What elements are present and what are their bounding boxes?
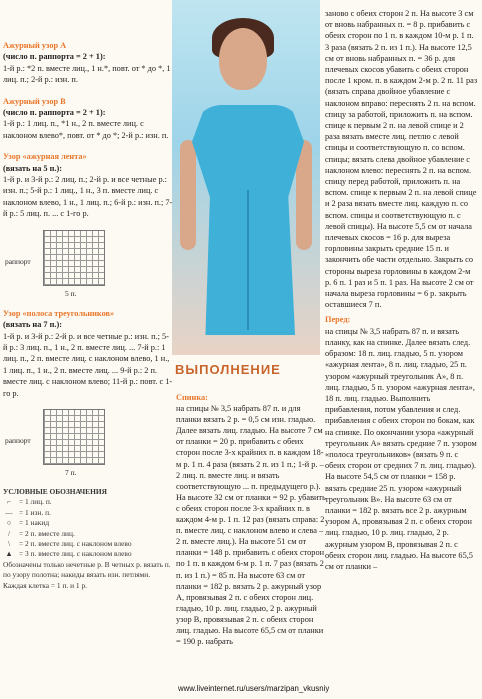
back-title: Спинка:: [176, 393, 208, 402]
source-url: www.liveinternet.ru/users/marzipan_vkusniy: [178, 684, 330, 693]
triangle-strip-chart: [3, 409, 173, 479]
lace-ribbon-text: 1-й р. и 3-й р.: 2 лиц. п.; 2-й р. и все четные р.: изн. п.; 5-й р.: 1 лиц., 1 н., 3 п. вместе лиц. с наклоном влево, 1 н., 1 лиц. п.; 6-й р.: изн. п.; 7-й р.: 5 лиц. п. ... с 1-го р.: [3, 175, 173, 219]
back-section: [176, 392, 326, 647]
chart-grid: [43, 230, 105, 286]
legend-text: = 2 п. вместе лиц. с наклоном влево: [19, 538, 132, 548]
pattern-b-subtitle: (число п. раппорта = 2 + 1):: [3, 108, 106, 118]
model-photo: [172, 0, 320, 355]
pattern-a-text: 1-й р.: *2 п. вместе лиц., 1 н.*, повт. от * до *, 1 лиц. п.; 2-й р.: изн. п.: [3, 63, 171, 85]
middle-column: [176, 392, 326, 651]
front-text: на спицы № 3,5 набрать 87 п. и вязать планку, как на спинке. Далее вязать след. образом: 18 п. лиц. гладью, 5 п. узором «ажурная лента», 8 п. лиц. гладью, 25 п. узором «ажурный треугольник А», 8 п. лиц. гладью, 5 п. узором «ажурная лента», 18 п. лиц. гладью. Выполнить прибавления, потом убавления и след. прибавления с обеих сторон по бокам, как на спинке. По окончании узора «ажурный треугольник А» вязать средние 7 п. узором «полоса треугольников» (вязать 9 п. с обеих сторон от средних 7 п. лиц. гладью). На высоте 54,5 см от планки = 158 р. вязать средние 25 п. узором «ажурный треугольник В». На высоте 63 см от планки = 182 р. вязать все 2 р. ажурным узором А, провязывая 2 п. с обеих сторон лиц. гладью, 10 р. лиц. гладью, 2 р. ажурным узором В, провязывая 2 п. с обеих сторон лиц. гладью. На высоте 65,5 см от планки –: [325, 326, 477, 571]
legend-text: = 3 п. вместе лиц. с наклоном влево: [19, 549, 132, 559]
legend-item: [3, 549, 173, 559]
pattern-a-title: Ажурный узор А: [3, 41, 67, 50]
knit-stitch-icon: ⌐: [6, 497, 12, 507]
right-column: [325, 8, 478, 576]
lace-ribbon-subtitle: (вязать на 5 п.):: [3, 163, 63, 173]
legend-note: Обозначены только нечетные р. В четных р. вязать п. по узору полотна; накиды вязать изн. петлями. Каждая клетка = 1 п. и 1 р.: [3, 559, 171, 590]
k2tog-icon: /: [7, 528, 11, 538]
pattern-b-title: Ажурный узор В: [3, 96, 66, 106]
legend-item: [3, 539, 173, 549]
legend-item: [3, 497, 173, 507]
k3tog-icon: ▲: [5, 549, 13, 559]
chart-width-label: 7 п.: [65, 467, 77, 477]
legend: [3, 487, 173, 591]
legend-item: [3, 529, 173, 539]
legend-title: УСЛОВНЫЕ ОБОЗНАЧЕНИЯ: [3, 486, 107, 496]
section-heading: ВЫПОЛНЕНИЕ: [175, 362, 281, 377]
lace-ribbon-block: [3, 151, 173, 219]
back-continued-text: заново с обеих сторон 2 п. На высоте 3 см от вновь набранных п. = 8 р. прибавить с обеих сторон по 1 п. в каждом 10-м р. 1 п. 3 раза (вязать 2 п. из 1 п.). На высоте 12,5 см от вновь набранных п. = 36 р. для плечевых скосов убавить с обеих сторон после 1 кром. п. в каждом 2-м р. 2 п. 11 раз (вязать справа двойное убавление с наклоном вправо: переснять 2 п. на вспом. спицу за работой, приложить п. на вспом. спице к первым 2 п. на левой спице и 2 раза вязать вместе лиц. петлю с левой спицы и соответствующую п. со вспом. спицы; вязать слева двойное убавление с наклоном влево: переснять 2 п. на вспом. спицу перед работой, приложить п. на вспом. спице к первым 2 п. на левой спице и 2 раза вязать вместе лиц. каждую п. со вспом. спицы и соответствующую п. с левой спицы). На высоте 5,5 см от начала плечевых скосов = 16 р. для выреза горловины закрыть средние 15 п. и закончить обе части отдельно. Закрыть со стороны выреза горловины в каждом 2-м р. 6 п. 1 раз и 5 п. 1 раз. На высоте 2 см от начала выреза горловины = 6 р. закрыть оставшиеся 7 п.: [325, 9, 478, 310]
pattern-a-block: [3, 40, 173, 86]
lace-ribbon-title: Узор «ажурная лента»: [3, 152, 87, 162]
triangle-strip-block: [3, 308, 173, 399]
back-text: на спицы № 3,5 набрать 87 п. и для планки вязать 2 р. = 0,5 см изн. гладью. Далее вязать лиц. гладью. На высоте 7 см от планки = 20 р. прибавить с обеих сторон после 3-х крайних п. в каждом 18-м р. 1 п. 4 раза (вязать 2 п. из 1 п.; 1-й р. – 2 лиц. п. вместе лиц. и вязать соответствующую ... п. предыдущего р.). На высоте 32 см от планки = 92 р. убавить с обеих сторон после 3-х крайних п. в каждом 4-м р. 1 п. 12 раз (вязать справа: 2 п. вместе лиц. с наклоном влево и слева – 2 п. вместе лиц.). На высоте 51 см от планки = 148 р. прибавить с обеих сторон по 1 п. в каждом 6-м р. 1 п. 7 раз (вязать 2 п. из 1 п.) = 85 п. На высоте 63 см от планки = 182 р. вязать 2 р. ажурный узор А, провязывая 2 п. с обеих сторон лиц. гладью, 10 р. лиц. гладью, 2 р. ажурный узор В, провязывая 2 п. с обеих сторон лиц. гладью. На высоте 65,5 см от планки = 190 р. набрать: [176, 404, 326, 647]
front-title: Перед:: [325, 315, 351, 325]
chart-width-label: 5 п.: [65, 288, 77, 298]
chart-grid: [43, 409, 105, 465]
legend-text: = 1 лиц. п.: [19, 497, 52, 507]
yarn-over-icon: ○: [6, 518, 12, 528]
dress-lace-panel: [247, 190, 249, 330]
chart-repeat-label: раппорт: [5, 435, 31, 445]
triangle-strip-title: Узор «полоса треугольников»: [3, 308, 115, 318]
pattern-a-subtitle: (число п. раппорта = 2 + 1):: [3, 52, 106, 62]
legend-text: = 1 изн. п.: [19, 507, 51, 517]
model-arm: [180, 140, 196, 250]
ssk-icon: \: [7, 538, 11, 548]
purl-stitch-icon: —: [5, 507, 13, 517]
model-face: [219, 28, 267, 90]
chart-repeat-label: раппорт: [5, 256, 31, 266]
legend-item: [3, 508, 173, 518]
triangle-strip-text: 1-й р. и 3-й р.: 2-й р. и все четные р.: изн. п.; 5-й р.: 3 лиц. п., 1 н., 2 п. вместе лиц. ... 7-й р.: 1 лиц. п., 2 п. вместе лиц. с наклоном влево, 1 н., 1 лиц. п., 1 н., 2 п. вместе лиц. ... 9-й р.: 2 п. вместе лиц. с наклоном влево; 11-й р.: повт. с 1-го р.: [3, 331, 173, 398]
legend-text: = 2 п. вместе лиц.: [19, 528, 75, 538]
pattern-b-text: 1-й р.: 1 лиц. п., *1 н., 2 п. вместе лиц. с наклоном влево*, повт. от * до *; 2-й р.: изн. п.: [3, 119, 169, 140]
lace-ribbon-chart: [3, 230, 173, 300]
pattern-b-block: [3, 96, 173, 142]
legend-text: = 1 накид: [19, 518, 50, 528]
left-column: [3, 40, 173, 591]
front-section: [325, 314, 478, 572]
legend-item: [3, 518, 173, 528]
triangle-strip-subtitle: (вязать на 7 п.):: [3, 320, 63, 330]
